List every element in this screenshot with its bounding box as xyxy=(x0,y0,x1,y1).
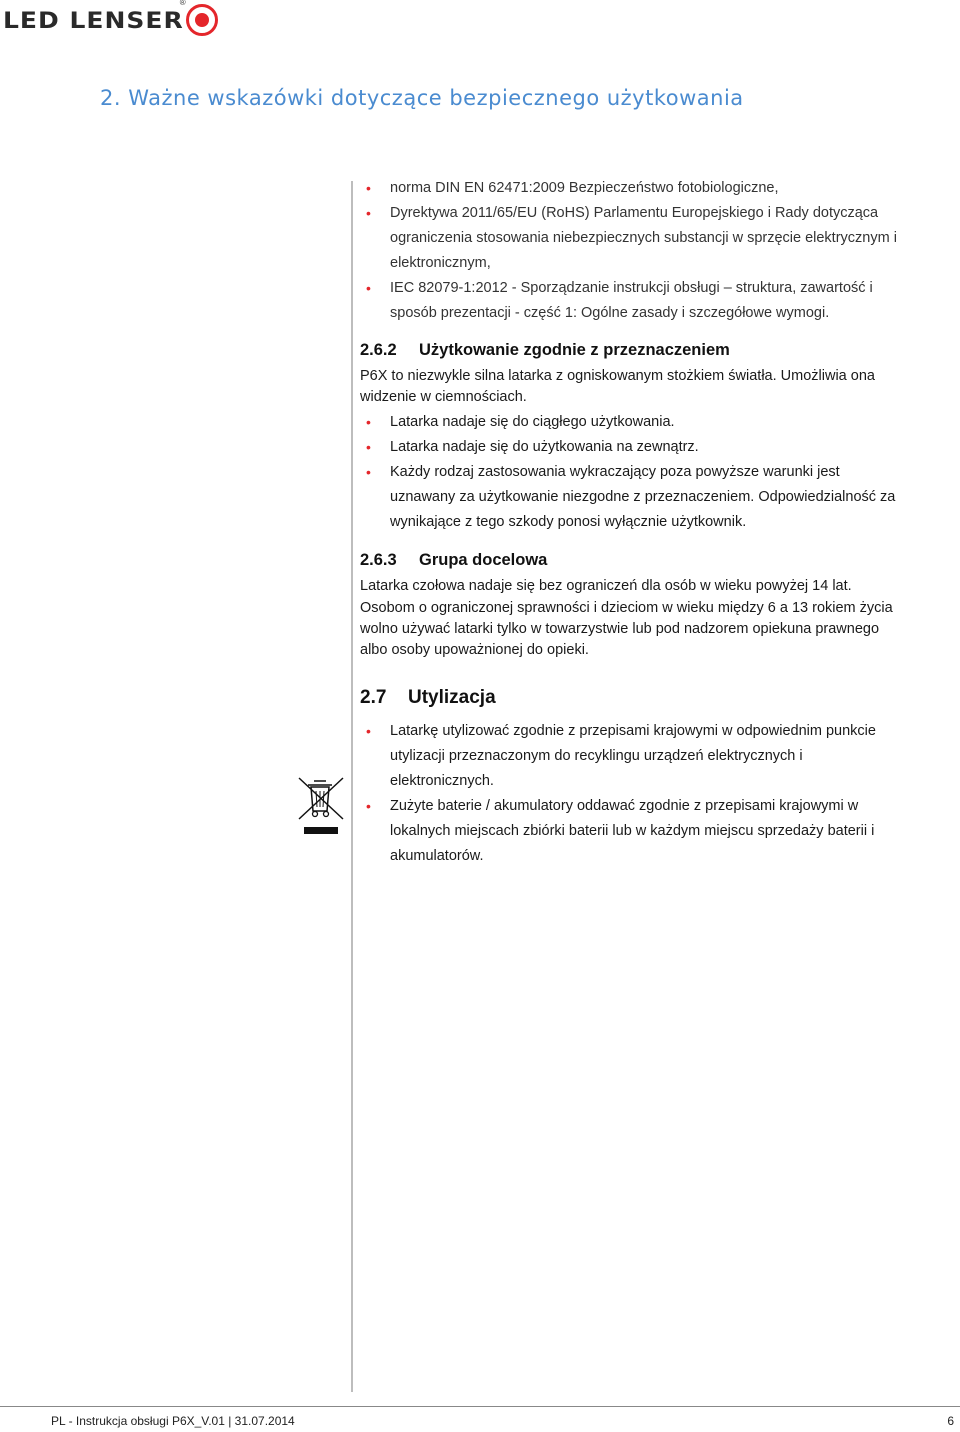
list-item: • Latarka nadaje się do użytkowania na zewnątrz. xyxy=(360,435,905,460)
page-number: 6 xyxy=(947,1414,954,1428)
section-263-p1: Latarka czołowa nadaje się bez ograniczeń dla osób w wieku powyżej 14 lat. xyxy=(360,578,852,594)
disposal-list xyxy=(360,719,905,869)
list-item: • Latarkę utylizować zgodnie z przepisami krajowymi w odpowiednim punkcie utylizacji przeznaczonym do recyklingu urządzeń elektrycznych i elektronicznych. xyxy=(360,719,905,794)
section-heading-262: 2.6.2 Użytkowanie zgodnie z przeznaczeniem xyxy=(360,341,730,359)
usage-list xyxy=(360,410,905,535)
list-item: • IEC 82079-1:2012 - Sporządzanie instrukcji obsługi – struktura, zawartość i sposób prezentacji - część 1: Ogólne zasady i szczegółowe wymogi. xyxy=(360,276,905,326)
brand-logo xyxy=(3,0,218,38)
list-item: • norma DIN EN 62471:2009 Bezpieczeństwo fotobiologiczne, xyxy=(360,176,905,201)
section-heading-27: 2.7 Utylizacja xyxy=(360,687,496,708)
section-heading-263: 2.6.3 Grupa docelowa xyxy=(360,551,548,569)
section-262-intro: P6X to niezwykle silna latarka z ogniskowanym stożkiem światła. Umożliwia ona widzenie w ciemnościach. xyxy=(360,368,875,405)
column-divider xyxy=(351,181,353,1392)
footer-text: PL - Instrukcja obsługi P6X_V.01 | 31.07.2014 xyxy=(51,1414,295,1428)
logo-text: LED LENSER xyxy=(3,7,184,34)
footer-divider xyxy=(0,1406,960,1407)
registered-mark: ® xyxy=(179,0,186,7)
main-content xyxy=(360,176,905,869)
list-item: • Dyrektywa 2011/65/EU (RoHS) Parlamentu Europejskiego i Rady dotycząca ograniczenia stosowania niebezpiecznych substancji w sprzęcie elektrycznym i elektronicznym, xyxy=(360,201,905,276)
logo-circle-icon xyxy=(179,0,218,36)
standards-list xyxy=(360,176,905,326)
list-item: • Zużyte baterie / akumulatory oddawać zgodnie z przepisami krajowymi w lokalnych miejscach zbiórki baterii lub w każdym miejscu sprzedaży baterii i akumulatorów. xyxy=(360,794,905,869)
page-title: 2. Ważne wskazówki dotyczące bezpiecznego użytkowania xyxy=(100,86,744,110)
list-item: • Każdy rodzaj zastosowania wykraczający poza powyższe warunki jest uznawany za użytkowanie niezgodne z przeznaczeniem. Odpowiedzialność za wynikające z tego szkody ponosi wyłącznie użytkownik. xyxy=(360,460,905,535)
section-263-p2: Osobom o ograniczonej sprawności i dzieciom w wieku między 6 a 13 rokiem życia wolno używać latarki tylko w towarzystwie lub pod nadzorem opiekuna prawnego albo osoby upoważnionej do opieki. xyxy=(360,600,893,658)
crossed-out-wheelie-bin-icon xyxy=(298,777,344,835)
list-item: • Latarka nadaje się do ciągłego użytkowania. xyxy=(360,410,905,435)
